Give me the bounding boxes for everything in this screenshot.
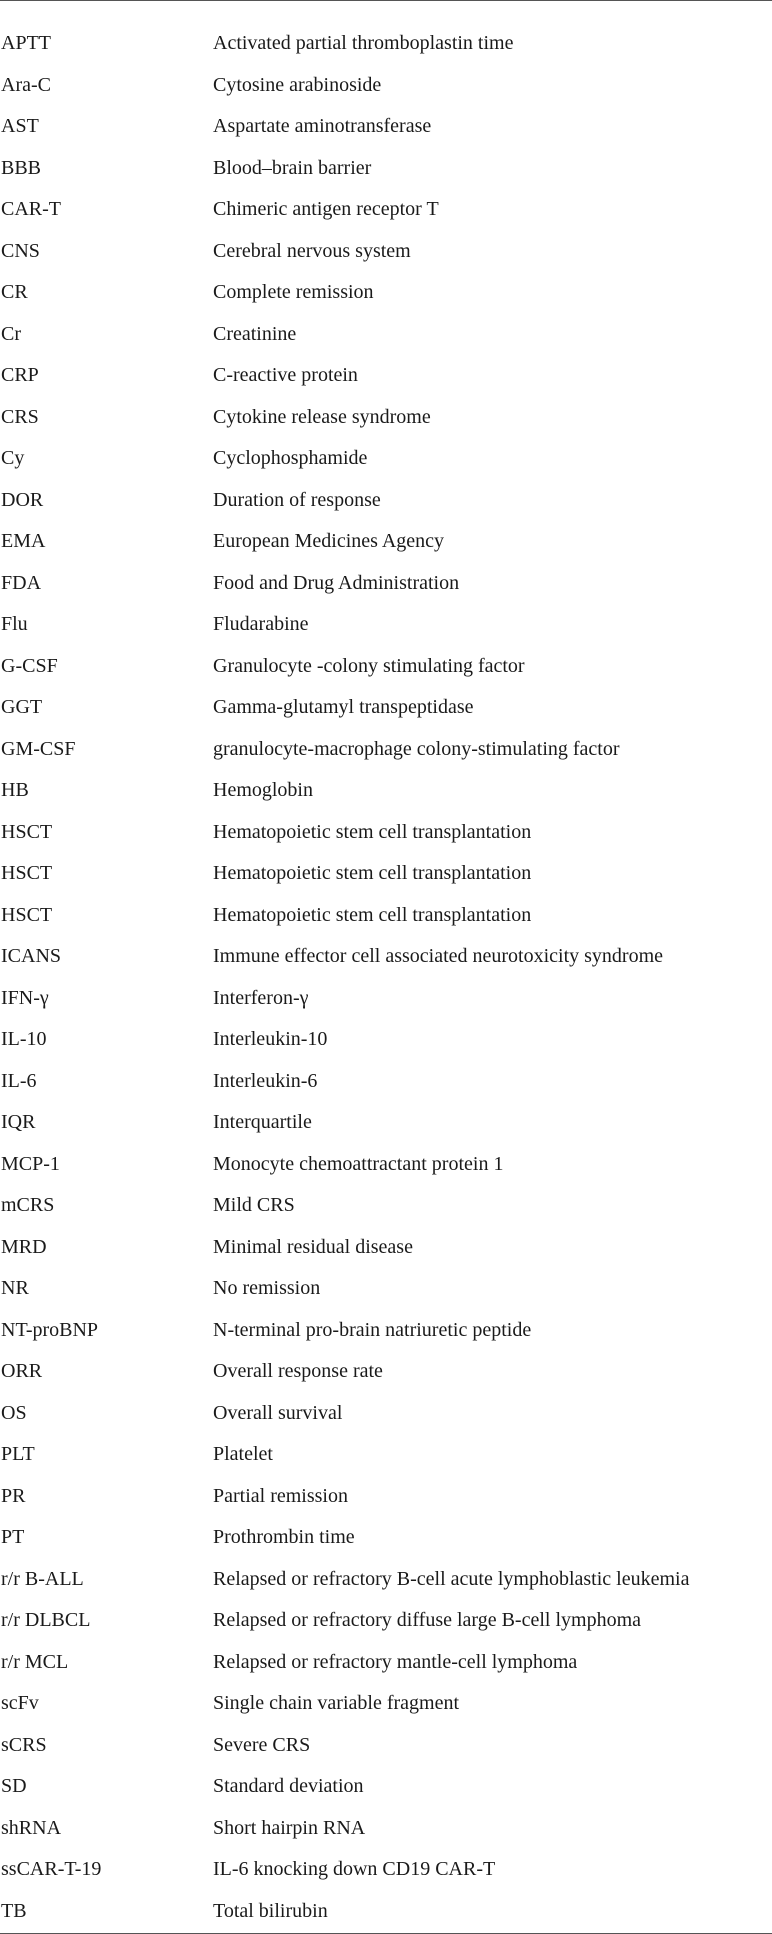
abbreviation-definition: Cytokine release syndrome bbox=[213, 405, 431, 428]
abbreviation-term: ssCAR-T-19 bbox=[1, 1858, 102, 1881]
table-row bbox=[0, 314, 772, 356]
abbreviation-definition: Complete remission bbox=[213, 281, 374, 304]
table-row bbox=[0, 1849, 772, 1891]
table-row bbox=[0, 687, 772, 729]
abbreviation-term: scFv bbox=[1, 1692, 39, 1715]
abbreviation-term: Cr bbox=[1, 322, 21, 345]
table-row bbox=[0, 853, 772, 895]
abbreviation-term: G-CSF bbox=[1, 654, 58, 677]
table-row bbox=[0, 1268, 772, 1310]
abbreviation-term: HSCT bbox=[1, 862, 53, 885]
abbreviation-term: BBB bbox=[1, 156, 42, 179]
abbreviation-definition: Interleukin-10 bbox=[213, 1028, 328, 1051]
abbreviation-definition: Platelet bbox=[213, 1443, 273, 1466]
table-row bbox=[0, 978, 772, 1020]
abbreviation-definition: N-terminal pro-brain natriuretic peptide bbox=[213, 1318, 532, 1341]
table-row bbox=[0, 1725, 772, 1767]
table-row bbox=[0, 1102, 772, 1144]
abbreviation-definition: Food and Drug Administration bbox=[213, 571, 460, 594]
abbreviation-definition: Interferon-γ bbox=[213, 986, 309, 1009]
abbreviation-definition: Hematopoietic stem cell transplantation bbox=[213, 862, 532, 885]
abbreviation-term: EMA bbox=[1, 530, 46, 553]
table-row bbox=[0, 1517, 772, 1559]
abbreviation-term: CRP bbox=[1, 364, 39, 387]
table-row bbox=[0, 106, 772, 148]
abbreviation-definition: Short hairpin RNA bbox=[213, 1816, 366, 1839]
table-row bbox=[0, 936, 772, 978]
abbreviation-definition: Duration of response bbox=[213, 488, 381, 511]
table-row bbox=[0, 1434, 772, 1476]
abbreviation-definition: granulocyte-macrophage colony-stimulating factor bbox=[213, 737, 620, 760]
abbreviation-definition: Overall survival bbox=[213, 1401, 343, 1424]
abbreviation-definition: Cyclophosphamide bbox=[213, 447, 368, 470]
abbreviation-term: NT-proBNP bbox=[1, 1318, 99, 1341]
abbreviation-term: Ara-C bbox=[1, 73, 51, 96]
abbreviation-definition: Creatinine bbox=[213, 322, 297, 345]
abbreviation-term: r/r DLBCL bbox=[1, 1609, 91, 1632]
table-row bbox=[0, 23, 772, 65]
abbreviation-term: GGT bbox=[1, 696, 43, 719]
table-row bbox=[0, 1393, 772, 1435]
table-row bbox=[0, 1310, 772, 1352]
abbreviation-term: shRNA bbox=[1, 1816, 62, 1839]
table-row bbox=[0, 1019, 772, 1061]
abbreviation-definition: European Medicines Agency bbox=[213, 530, 445, 553]
table-row bbox=[0, 812, 772, 854]
abbreviation-definition: Total bilirubin bbox=[213, 1899, 328, 1922]
abbreviation-term: ICANS bbox=[1, 945, 62, 968]
abbreviation-definition: Hemoglobin bbox=[213, 779, 313, 802]
abbreviation-definition: Chimeric antigen receptor T bbox=[213, 198, 439, 221]
abbreviation-definition: Minimal residual disease bbox=[213, 1235, 413, 1258]
table-row bbox=[0, 1185, 772, 1227]
abbreviation-term: NR bbox=[1, 1277, 29, 1300]
abbreviation-definition: IL-6 knocking down CD19 CAR-T bbox=[213, 1858, 496, 1881]
abbreviation-definition: Aspartate aminotransferase bbox=[213, 115, 432, 138]
abbreviation-definition: Prothrombin time bbox=[213, 1526, 355, 1549]
table-row bbox=[0, 1559, 772, 1601]
abbreviation-term: OS bbox=[1, 1401, 27, 1424]
table-row bbox=[0, 231, 772, 273]
abbreviation-term: CRS bbox=[1, 405, 39, 428]
abbreviation-definition: C-reactive protein bbox=[213, 364, 358, 387]
abbreviation-definition: Single chain variable fragment bbox=[213, 1692, 460, 1715]
abbreviation-definition: Interleukin-6 bbox=[213, 1069, 318, 1092]
abbreviation-definition: Blood–brain barrier bbox=[213, 156, 372, 179]
abbreviation-definition: Granulocyte -colony stimulating factor bbox=[213, 654, 525, 677]
abbreviation-term: mCRS bbox=[1, 1194, 55, 1217]
table-row bbox=[0, 438, 772, 480]
table-row bbox=[0, 189, 772, 231]
abbreviation-term: CNS bbox=[1, 239, 40, 262]
abbreviation-definition: Severe CRS bbox=[213, 1733, 311, 1756]
abbreviation-definition: Fludarabine bbox=[213, 613, 309, 636]
table-row bbox=[0, 729, 772, 771]
table-row bbox=[0, 1351, 772, 1393]
abbreviation-definition: Standard deviation bbox=[213, 1775, 364, 1798]
abbreviation-definition: Interquartile bbox=[213, 1111, 312, 1134]
abbreviation-term: MCP-1 bbox=[1, 1152, 60, 1175]
abbreviation-term: CAR-T bbox=[1, 198, 61, 221]
abbreviation-term: r/r B-ALL bbox=[1, 1567, 84, 1590]
table-row bbox=[0, 480, 772, 522]
table-row bbox=[0, 1766, 772, 1808]
table-row bbox=[0, 1808, 772, 1850]
abbreviation-term: ORR bbox=[1, 1360, 43, 1383]
abbreviation-term: PT bbox=[1, 1526, 25, 1549]
abbreviation-term: r/r MCL bbox=[1, 1650, 69, 1673]
abbreviation-definition: Mild CRS bbox=[213, 1194, 295, 1217]
table-row bbox=[0, 1061, 772, 1103]
abbreviation-term: Cy bbox=[1, 447, 25, 470]
table-row bbox=[0, 563, 772, 605]
abbreviation-term: GM-CSF bbox=[1, 737, 76, 760]
abbreviation-definition: Overall response rate bbox=[213, 1360, 383, 1383]
table-row bbox=[0, 355, 772, 397]
table-row bbox=[0, 397, 772, 439]
abbreviation-definition: Hematopoietic stem cell transplantation bbox=[213, 903, 532, 926]
abbreviation-definition: Hematopoietic stem cell transplantation bbox=[213, 820, 532, 843]
abbreviation-term: IFN-γ bbox=[1, 986, 49, 1009]
abbreviation-term: CR bbox=[1, 281, 28, 304]
abbreviation-term: Flu bbox=[1, 613, 28, 636]
abbreviation-term: IQR bbox=[1, 1111, 36, 1134]
abbreviation-term: HSCT bbox=[1, 820, 53, 843]
table-row bbox=[0, 272, 772, 314]
abbreviation-term: TB bbox=[1, 1899, 27, 1922]
abbreviation-term: IL-10 bbox=[1, 1028, 47, 1051]
abbreviation-definition: Cerebral nervous system bbox=[213, 239, 411, 262]
table-row bbox=[0, 1600, 772, 1642]
abbreviation-term: DOR bbox=[1, 488, 44, 511]
abbreviation-term: PLT bbox=[1, 1443, 35, 1466]
abbreviation-term: HB bbox=[1, 779, 29, 802]
abbreviation-definition: Activated partial thromboplastin time bbox=[213, 32, 514, 55]
abbreviation-definition: Cytosine arabinoside bbox=[213, 73, 382, 96]
table-row bbox=[0, 770, 772, 812]
abbreviation-definition: Immune effector cell associated neurotoxicity syndrome bbox=[213, 945, 664, 968]
abbreviation-definition: Relapsed or refractory mantle-cell lymphoma bbox=[213, 1650, 578, 1673]
abbreviation-definition: Gamma-glutamyl transpeptidase bbox=[213, 696, 474, 719]
abbreviation-rows bbox=[0, 23, 772, 1932]
abbreviation-term: IL-6 bbox=[1, 1069, 37, 1092]
abbreviation-term: sCRS bbox=[1, 1733, 47, 1756]
table-row bbox=[0, 1683, 772, 1725]
abbreviation-term: AST bbox=[1, 115, 39, 138]
abbreviation-term: FDA bbox=[1, 571, 42, 594]
abbreviation-definition: No remission bbox=[213, 1277, 321, 1300]
abbreviation-definition: Partial remission bbox=[213, 1484, 348, 1507]
table-row bbox=[0, 521, 772, 563]
abbreviation-definition: Relapsed or refractory diffuse large B-cell lymphoma bbox=[213, 1609, 641, 1632]
table-row bbox=[0, 1891, 772, 1933]
abbreviation-term: APTT bbox=[1, 32, 51, 55]
abbreviation-term: HSCT bbox=[1, 903, 53, 926]
abbreviation-term: SD bbox=[1, 1775, 27, 1798]
table-row bbox=[0, 65, 772, 107]
abbreviation-term: MRD bbox=[1, 1235, 47, 1258]
table-row bbox=[0, 148, 772, 190]
table-row bbox=[0, 646, 772, 688]
table-row bbox=[0, 1144, 772, 1186]
table-row bbox=[0, 895, 772, 937]
abbreviation-definition: Monocyte chemoattractant protein 1 bbox=[213, 1152, 504, 1175]
table-row bbox=[0, 604, 772, 646]
abbreviation-term: PR bbox=[1, 1484, 26, 1507]
table-row bbox=[0, 1642, 772, 1684]
table-row bbox=[0, 1476, 772, 1518]
table-row bbox=[0, 1227, 772, 1269]
abbreviation-definition: Relapsed or refractory B-cell acute lymphoblastic leukemia bbox=[213, 1567, 690, 1590]
